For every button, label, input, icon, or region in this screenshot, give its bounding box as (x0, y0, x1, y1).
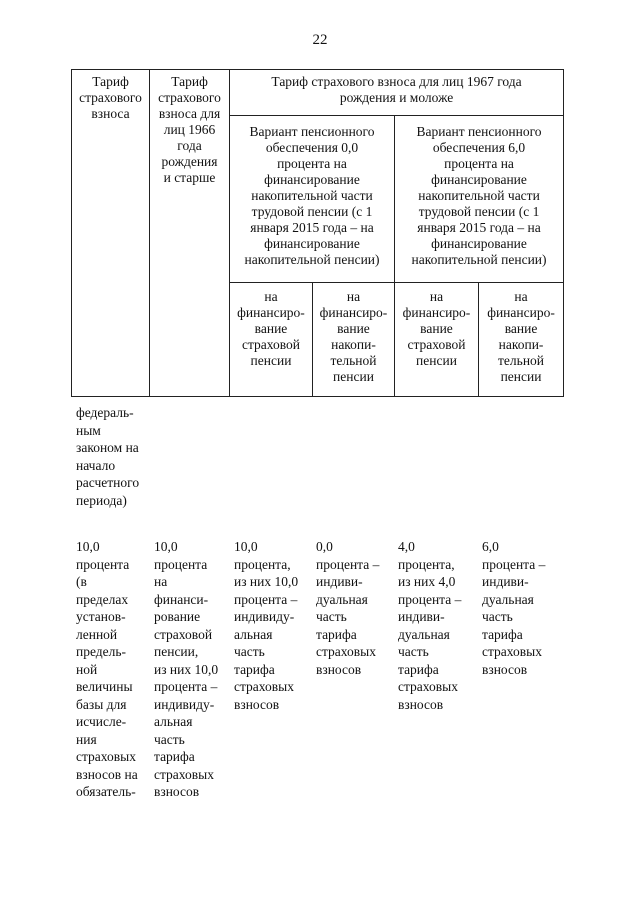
value-line: индиви- (482, 574, 529, 589)
header-line: Тариф (171, 74, 208, 89)
header-line: финансирование (264, 236, 360, 251)
value-line: процента – (482, 556, 546, 572)
header-sub-funded-6 (479, 283, 564, 397)
header-sub-funded-0 (313, 283, 395, 397)
header-line: трудовой пенсии (с 1 (251, 204, 373, 219)
header-line: страхового (158, 90, 221, 105)
value-line: дуальная (482, 591, 534, 607)
value-line: взносов (482, 661, 528, 677)
header-line: Тариф страхового взноса для лиц 1967 года (271, 74, 522, 89)
value-line: тарифа (234, 661, 275, 677)
value-line: страховой (154, 626, 213, 642)
value-line: тарифа (482, 626, 523, 642)
value-line: часть (154, 731, 185, 747)
value-line: процента (76, 556, 130, 572)
value-line: дуальная (398, 626, 450, 642)
header-line: на (264, 289, 278, 304)
value-line: индиви- (398, 609, 445, 624)
value-line: 6,0 (482, 539, 499, 554)
header-line: финансиро- (237, 305, 305, 320)
header-line: пенсии (416, 353, 457, 368)
header-line: накопительной части (418, 188, 540, 203)
value-line: альная (234, 626, 273, 642)
value-line: индивиду- (154, 696, 215, 712)
value-tariff (76, 538, 150, 801)
header-line: процента на (277, 156, 347, 171)
value-line: предель- (76, 644, 127, 659)
value-insurance-variant-6 (398, 538, 478, 713)
value-line: обязатель- (76, 784, 136, 799)
value-insurance-variant-0 (234, 538, 312, 713)
value-line: альная (154, 714, 193, 729)
value-line: взносов на (76, 766, 138, 782)
value-line: дуальная (316, 591, 368, 607)
header-line: страхового (79, 90, 142, 105)
header-line: рождения и моложе (339, 90, 454, 105)
value-line: страховых (154, 766, 214, 782)
header-line: пенсии (500, 369, 542, 384)
header-line: накопи- (331, 337, 376, 352)
value-line: 10,0 (76, 539, 100, 554)
value-line: 10,0 (234, 539, 258, 554)
header-line: на (346, 289, 361, 304)
header-line: Вариант пенсионного (249, 124, 375, 139)
header-line: взноса (91, 106, 130, 121)
value-funded-variant-6 (482, 538, 560, 678)
value-line: процента – (154, 679, 218, 694)
header-line: вание (504, 321, 538, 336)
header-line: страховой (241, 337, 301, 352)
tariff-continuation-text (76, 404, 156, 509)
text-line: начало (76, 457, 116, 473)
value-line: исчисле- (76, 714, 127, 729)
value-line: индиви- (316, 574, 363, 589)
header-line: января 2015 года – на (417, 220, 541, 235)
value-line: рование (154, 609, 201, 624)
value-line: величины (76, 679, 133, 694)
value-line: базы для (76, 696, 127, 712)
header-line: вание (254, 321, 288, 336)
header-line: финансирование (264, 172, 360, 187)
value-line: часть (316, 609, 347, 624)
value-funded-variant-0 (316, 538, 394, 678)
text-line: законом на (76, 440, 139, 455)
value-line: страховых (482, 644, 542, 659)
header-line: накопительной пенсии) (411, 252, 547, 267)
header-line: финансиро- (319, 305, 388, 320)
header-line: вание (420, 321, 453, 336)
text-line: расчетного (76, 475, 140, 490)
header-line: Тариф (92, 74, 129, 89)
header-variant-0 (230, 116, 395, 283)
header-line: года (177, 138, 202, 153)
value-line: ной (76, 661, 98, 677)
value-line: пределах (76, 591, 129, 607)
header-line: обеспечения 0,0 (265, 140, 359, 155)
header-line: января 2015 года – на (250, 220, 374, 235)
value-line: тарифа (154, 749, 195, 764)
value-line: взносов (316, 661, 362, 677)
text-line: периода) (76, 492, 127, 508)
header-line: лиц 1966 (163, 122, 216, 137)
header-line: тельной (330, 353, 377, 368)
value-line: процента – (234, 591, 298, 607)
value-line: установ- (76, 609, 126, 624)
value-line: процента – (398, 591, 462, 607)
header-sub-insurance-0 (230, 283, 313, 397)
value-line: 4,0 (398, 539, 415, 554)
value-line: страховых (234, 679, 294, 694)
value-tariff-1966 (154, 538, 230, 801)
value-line: на (154, 574, 168, 589)
value-line: взносов (234, 696, 280, 712)
header-line: пенсии (250, 353, 292, 368)
header-line: рождения (161, 154, 218, 169)
header-line: финансирование (431, 236, 527, 251)
header-line: трудовой пенсии (с 1 (418, 204, 540, 219)
header-line: финансиро- (402, 305, 471, 320)
value-line: 0,0 (316, 539, 333, 554)
value-line: (в (76, 574, 87, 589)
header-line: тельной (498, 353, 545, 368)
value-line: процента – (316, 556, 380, 572)
value-line: ленной (76, 626, 118, 642)
value-line: тарифа (316, 626, 357, 642)
value-line: страховых (76, 749, 136, 764)
header-line: и старше (163, 170, 216, 185)
header-line: накопительной части (251, 188, 373, 203)
header-sub-insurance-6 (395, 283, 479, 397)
header-line: вание (337, 321, 370, 336)
header-line: пенсии (333, 369, 374, 384)
value-line: ния (76, 731, 97, 747)
header-line: накопи- (498, 337, 544, 352)
value-line: 10,0 (154, 539, 178, 554)
value-line: пенсии, (154, 644, 199, 659)
header-line: обеспечения 6,0 (432, 140, 526, 155)
page-number: 22 (312, 32, 328, 48)
header-line: финансиро- (487, 305, 555, 320)
header-line: на (429, 289, 444, 304)
value-line: из них 4,0 (398, 574, 456, 589)
value-line: тарифа (398, 661, 439, 677)
value-line: индивиду- (234, 609, 295, 624)
header-variant-6 (395, 116, 564, 283)
value-line: часть (398, 644, 429, 659)
tariff-header-table (71, 69, 564, 397)
header-line: страховой (407, 337, 466, 352)
value-line: взносов (154, 784, 200, 799)
header-tariff-1967 (230, 70, 564, 116)
header-line: взноса для (158, 106, 221, 121)
header-line: финансирование (431, 172, 527, 187)
text-line: ным (76, 422, 101, 438)
header-line: Вариант пенсионного (416, 124, 542, 139)
value-line: из них 10,0 (234, 574, 299, 589)
value-line: часть (234, 644, 265, 659)
value-line: финанси- (154, 591, 209, 607)
header-tariff (72, 70, 150, 397)
value-line: часть (482, 609, 513, 624)
header-line: накопительной пенсии) (244, 252, 380, 267)
value-line: взносов (398, 696, 444, 712)
value-line: процента, (234, 556, 291, 572)
value-line: процента, (398, 556, 455, 572)
text-line: федераль- (76, 405, 134, 420)
value-line: страховых (398, 679, 458, 694)
header-line: процента на (444, 156, 514, 171)
header-line: на (514, 289, 528, 304)
value-line: процента (154, 556, 208, 572)
value-line: из них 10,0 (154, 661, 219, 677)
value-line: страховых (316, 644, 376, 659)
header-tariff-1966 (150, 70, 230, 397)
